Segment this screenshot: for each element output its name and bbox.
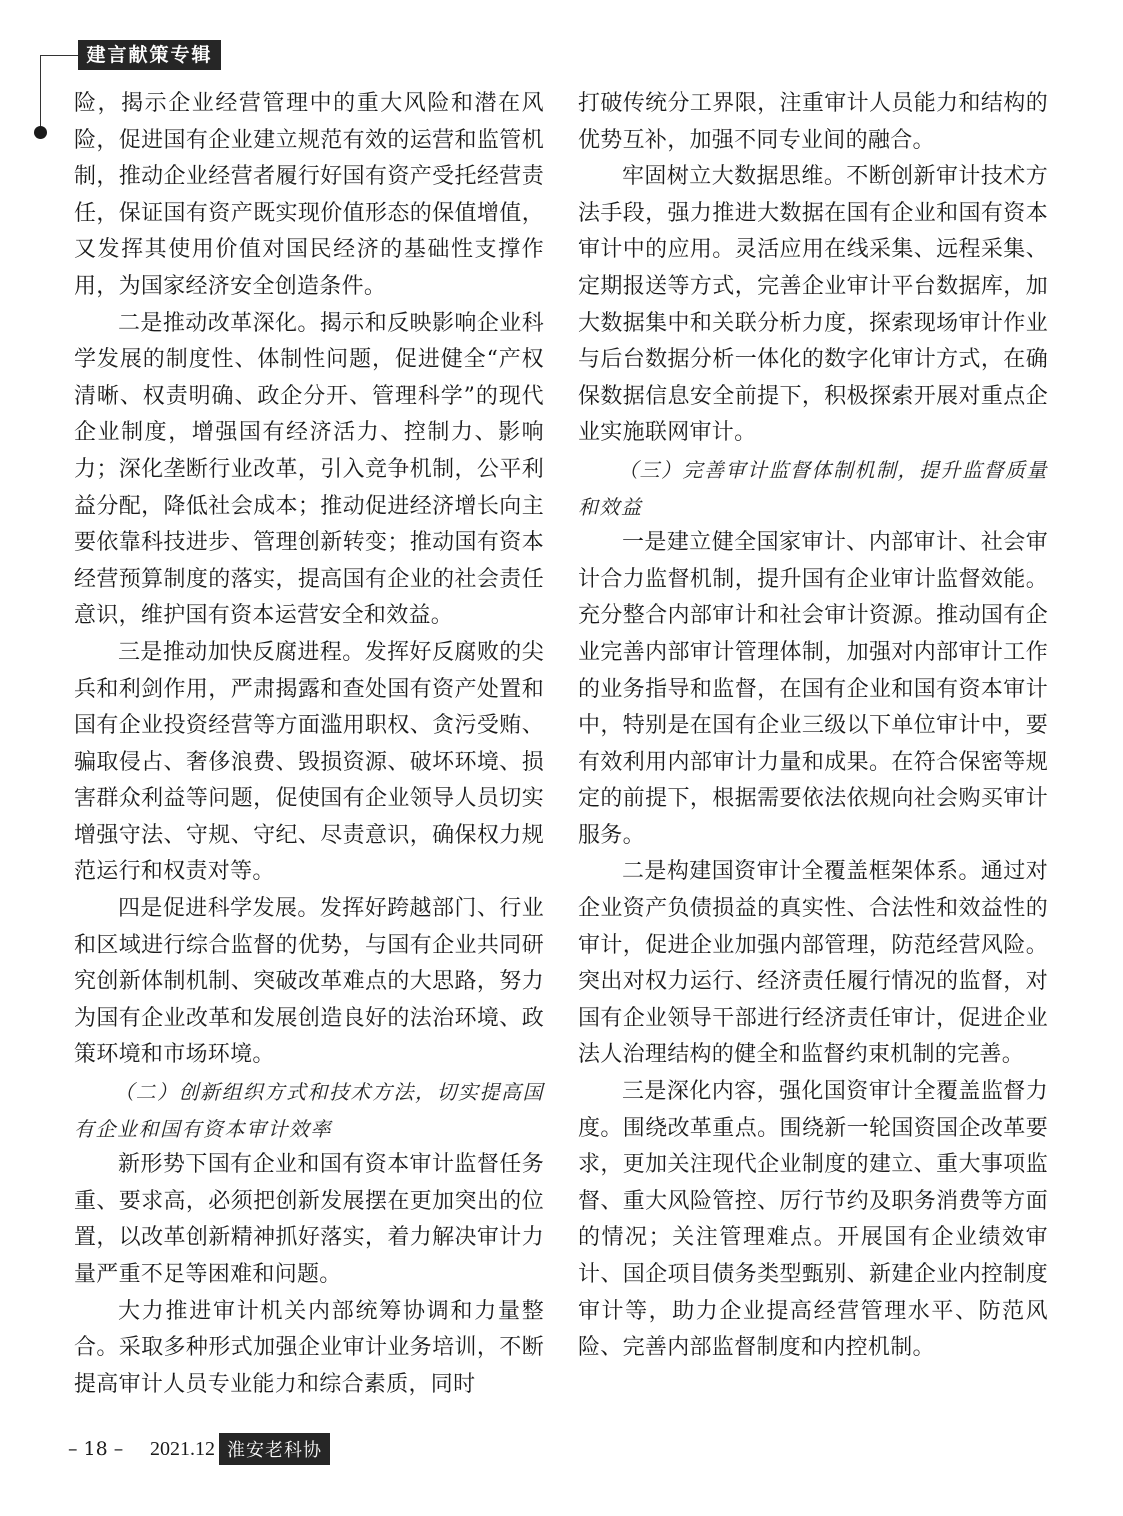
paragraph: 险，揭示企业经营管理中的重大风险和潜在风险，促进国有企业建立规范有效的运营和监管机制，推动企业经营者履行好国有资产受托经营责任，保证国有资产既实现价值形态的保值增值，又发挥其使用价值对国民经济的基础性支撑作用，为国家经济安全创造条件。 (74, 91, 544, 299)
paragraph: 三是深化内容，强化国资审计全覆盖监督力度。围绕改革重点。围绕新一轮国资国企改革要求，更加关注现代企业制度的建立、重大事项监督、重大风险管控、厉行节约及职务消费等方面的情况；关注管理难点。开展国有企业绩效审计、国企项目债务类型甄别、新建企业内控制度审计等，助力企业提高经营管理水平、防范风险、完善内部监督制度和内控机制。 (578, 1079, 1048, 1361)
paragraph: 四是促进科学发展。发挥好跨越部门、行业和区域进行综合监督的优势，与国有企业共同研究创新体制机制、突破改革难点的大思路，努力为国有企业改革和发展创造良好的法治环境、政策环境和市场环境。 (74, 896, 544, 1068)
paragraph: 打破传统分工界限，注重审计人员能力和结构的优势互补，加强不同专业间的融合。 (578, 91, 1048, 153)
paragraph: 新形势下国有企业和国有资本审计监督任务重、要求高，必须把创新发展摆在更加突出的位置，以改革创新精神抓好落实，着力解决审计力量严重不足等困难和问题。 (74, 1152, 544, 1287)
paragraph: 牢固树立大数据思维。不断创新审计技术方法手段，强力推进大数据在国有企业和国有资本审计中的应用。灵活应用在线采集、远程采集、定期报送等方式，完善企业审计平台数据库，加大数据集中和关联分析力度，探索现场审计作业与后台数据分析一体化的数字化审计方式，在确保数据信息安全前提下，积极探索开展对重点企业实施联网审计。 (578, 164, 1048, 446)
paragraph: 大力推进审计机关内部统筹协调和力量整合。采取多种形式加强企业审计业务培训，不断提高审计人员专业能力和综合素质，同时 (74, 1298, 544, 1397)
left-column (74, 86, 544, 1403)
right-column (578, 86, 1048, 1367)
section-heading: （三）完善审计监督体制机制，提升监督质量和效益 (578, 457, 1048, 519)
paragraph: 一是建立健全国家审计、内部审计、社会审计合力监督机制，提升国有企业审计监督效能。充分整合内部审计和社会审计资源。推动国有企业完善内部审计管理体制，加强对内部审计工作的业务指导和监督，在国有企业和国有资本审计中，特别是在国有企业三级以下单位审计中，要有效利用内部审计力量和成果。在符合保密等规定的前提下，根据需要依法依规向社会购买审计服务。 (578, 530, 1048, 848)
publication-name: 淮安老科协 (219, 1433, 330, 1465)
page-footer (68, 1432, 330, 1466)
paragraph: 二是构建国资审计全覆盖框架体系。通过对企业资产负债损益的真实性、合法性和效益性的审计，促进企业加强内部管理，防范经营风险。突出对权力运行、经济责任履行情况的监督，对国有企业领导干部进行经济责任审计，促进企业法人治理结构的健全和监督约束机制的完善。 (578, 859, 1048, 1068)
paragraph: 二是推动改革深化。揭示和反映影响企业科学发展的制度性、体制性问题，促进健全“产权清晰、权责明确、政企分开、管理科学”的现代企业制度，增强国有经济活力、控制力、影响力；深化垄断行业改革，引入竞争机制，公平利益分配，降低社会成本；推动促进经济增长向主要依靠科技进步、管理创新转变；推动国有资本经营预算制度的落实，提高国有企业的社会责任意识，维护国有资本运营安全和效益。 (74, 310, 544, 629)
header-bullet-dot (34, 126, 47, 139)
section-tag: 建言献策专辑 (78, 40, 221, 70)
section-heading: （二）创新组织方式和技术方法，切实提高国有企业和国有资本审计效率 (74, 1080, 544, 1141)
header-rule-vertical (40, 55, 41, 133)
paragraph: 三是推动加快反腐进程。发挥好反腐败的尖兵和利剑作用，严肃揭露和查处国有资产处置和国有企业投资经营等方面滥用职权、贪污受贿、骗取侵占、奢侈浪费、毁损资源、破坏环境、损害群众利益等问题，促使国有企业领导人员切实增强守法、守规、守纪、尽责意识，确保权力规范运行和权责对等。 (74, 639, 544, 885)
header-rule-horizontal (40, 55, 78, 56)
page-number: – 18 – (68, 1438, 124, 1460)
issue-date: 2021.12 (150, 1437, 215, 1460)
